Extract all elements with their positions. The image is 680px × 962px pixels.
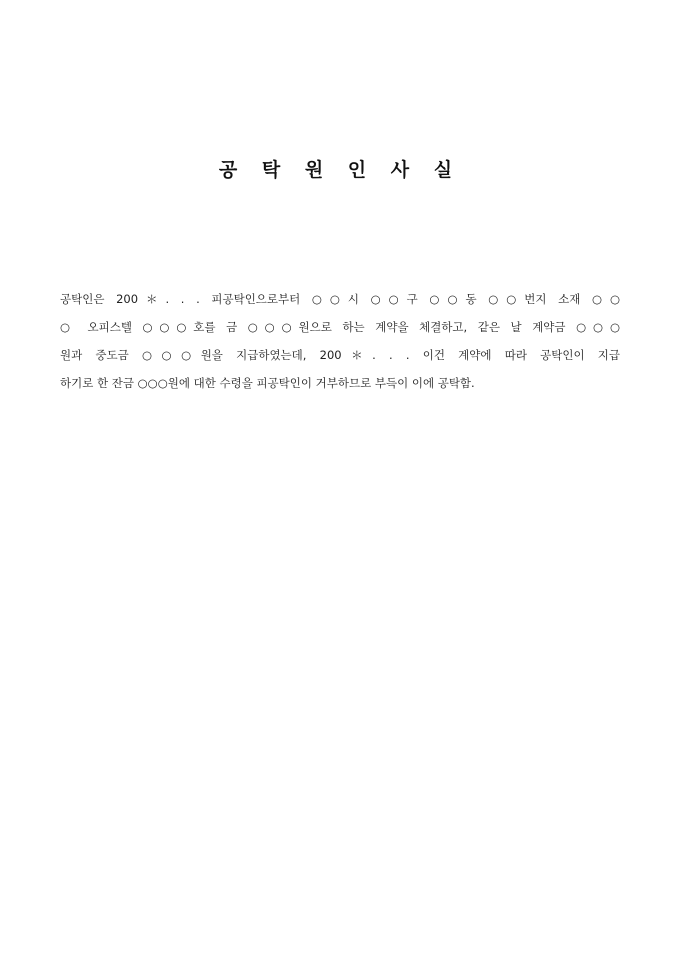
body-line: 하기로 한 잔금 ○○○원에 대한 수령을 피공탁인이 거부하므로 부득이 이에 공탁함.: [60, 376, 475, 390]
document-title: 공 탁 원 인 사 실: [218, 159, 462, 181]
body-line: 원과 중도금 ○○○원을 지급하였는데, 200＊. . . 이건 계약에 따라 공탁인이 지급: [60, 348, 620, 362]
body-line: ○ 오피스텔 ○○○호를 금 ○○○원으로 하는 계약을 체결하고, 같은 날 계약금 ○○○: [60, 320, 620, 334]
body-line: 공탁인은 200＊. . . 피공탁인으로부터 ○○시 ○○구 ○○동 ○○번지 소재 ○○: [60, 292, 620, 306]
document-body: [60, 285, 620, 397]
